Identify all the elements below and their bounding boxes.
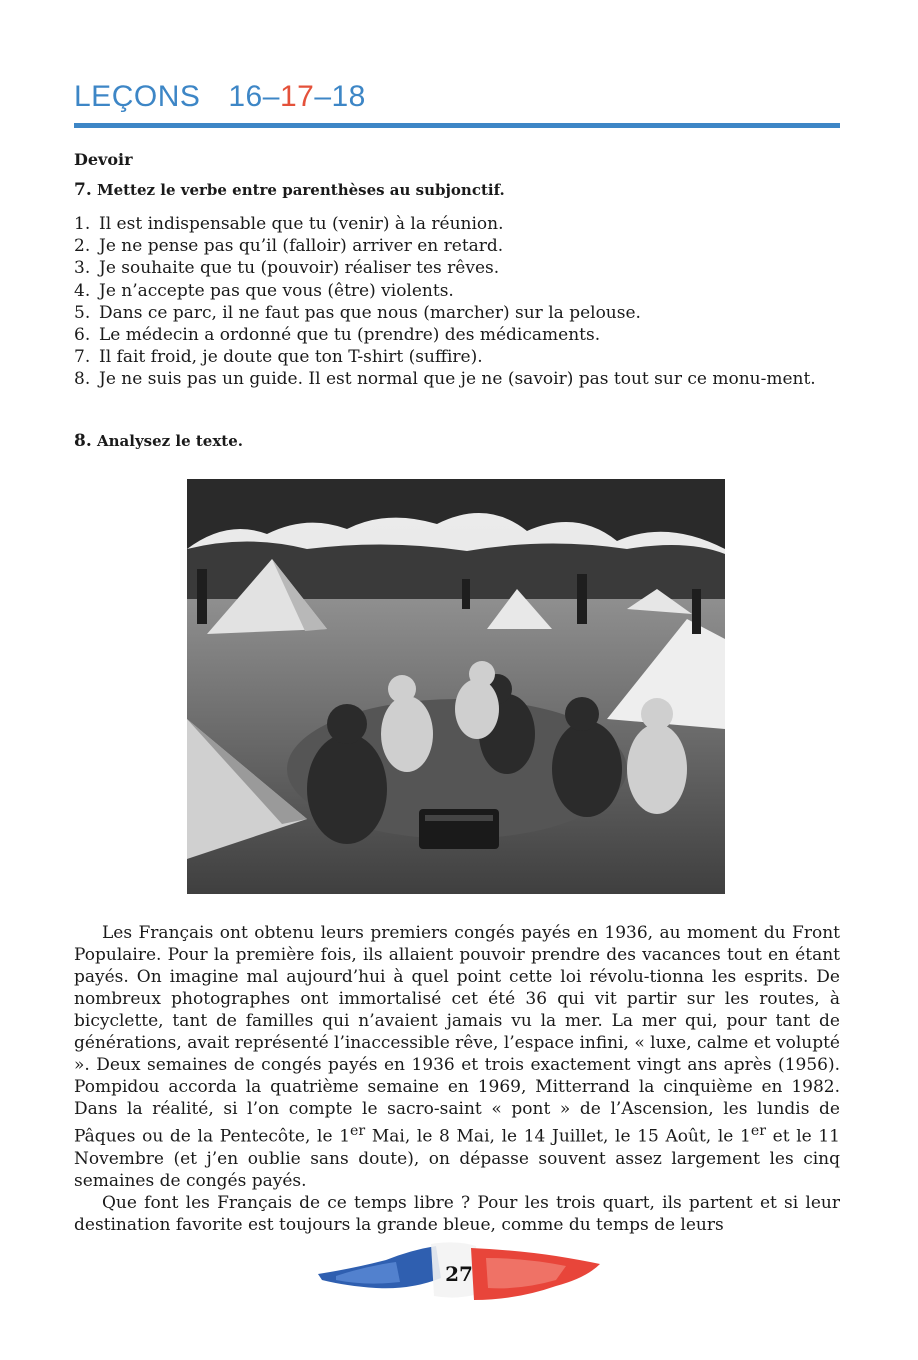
item-number: 1.	[74, 214, 91, 234]
paragraph-text: et le 11 Novembre (et j’en oublie sans doute), on dépasse souvent assez largement les cinq semaines de congés payés.	[74, 1126, 840, 1191]
item-number: 7.	[74, 347, 91, 368]
header-rule	[74, 123, 840, 128]
lesson-header	[74, 80, 840, 126]
list-item	[74, 235, 840, 257]
item-number: 8.	[74, 369, 91, 390]
paragraph	[74, 922, 840, 1192]
paragraph-text: Les Français ont obtenu leurs premiers congés payés en 1936, au moment du Front Populaire. Pour la première fois, ils allaient pouvoir prendre des vacances tout en étant payés. On imagine mal aujourd’hui à quel point cette loi révolu-tionna les esprits. De nombreux photographes ont immortalisé cet été 36 qui vit partir sur les routes, à bicyclette, tant de familles qui n’avaient jamais vu la mer. La mer qui, pour tant de générations, avait représenté l’inaccessible rêve, l’espace infini, « luxe, calme et volupté ». Deux semaines de congés payés en 1936 et trois exactement vingt ans après (1956). Pompidou accorda la quatrième semaine en 1969, Mitterrand la cinquième en 1982. Dans la réalité, si l’on compte le sacro-saint « pont » de l’Ascension, les lundis de Pâques ou de la Pentecôte, le 1	[74, 923, 840, 1147]
item-number: 2.	[74, 236, 91, 257]
item-text: Je ne suis pas un guide. Il est normal que je ne (savoir) pas tout sur ce monu-ment.	[99, 369, 816, 390]
list-item	[74, 324, 840, 346]
task-7-number: 7.	[74, 180, 92, 200]
page-footer	[316, 1238, 602, 1308]
list-item	[74, 368, 840, 390]
item-number: 3.	[74, 258, 91, 279]
item-number: 5.	[74, 302, 91, 323]
item-text: Il fait froid, je doute que ton T-shirt (suffire).	[99, 347, 483, 368]
ordinal-suffix: er	[750, 1123, 766, 1139]
list-item	[74, 302, 840, 324]
lesson-number-16: 16	[228, 80, 263, 113]
list-item	[74, 280, 840, 302]
lesson-dash: –	[262, 80, 280, 113]
page-number: 27	[445, 1262, 473, 1286]
item-text: Il est indispensable que tu (venir) à la réunion.	[99, 214, 504, 234]
article-text	[74, 922, 840, 1236]
item-text: Le médecin a ordonné que tu (prendre) des médicaments.	[99, 325, 601, 346]
lesson-numbers	[228, 80, 366, 113]
item-number: 4.	[74, 280, 91, 301]
task-8-number: 8.	[74, 431, 92, 451]
lesson-number-17: 17	[279, 80, 315, 113]
lesson-number-18: 18	[331, 80, 366, 113]
exercise-list	[74, 213, 840, 391]
section-title: Devoir	[74, 150, 133, 169]
campsite-photo	[187, 479, 725, 894]
list-item	[74, 346, 840, 368]
paragraph	[74, 1192, 840, 1236]
item-text: Je souhaite que tu (pouvoir) réaliser tes rêves.	[99, 258, 500, 279]
lesson-title: LEÇONS	[74, 80, 201, 113]
task-8-heading	[74, 431, 243, 451]
paragraph-text: Mai, le 8 Mai, le 14 Juillet, le 15 Août, le 1	[365, 1126, 751, 1147]
item-text: Je n’accepte pas que vous (être) violents.	[99, 280, 454, 301]
paragraph-text: Que font les Français de ce temps libre ? Pour les trois quart, ils partent et si leur destination favorite est toujours la grande bleue, comme du temps de leurs	[74, 1192, 840, 1235]
lesson-dash: –	[314, 80, 332, 113]
item-text: Dans ce parc, il ne faut pas que nous (marcher) sur la pelouse.	[99, 302, 641, 323]
item-text: Je ne pense pas qu’il (falloir) arriver en retard.	[99, 236, 504, 257]
item-number: 6.	[74, 325, 91, 346]
task-7-heading	[74, 180, 505, 200]
list-item	[74, 257, 840, 279]
list-item	[74, 213, 840, 235]
task-7-instruction: Mettez le verbe entre parenthèses au subjonctif.	[96, 181, 505, 199]
ordinal-suffix: er	[350, 1123, 366, 1139]
task-8-instruction: Analysez le texte.	[96, 432, 243, 450]
